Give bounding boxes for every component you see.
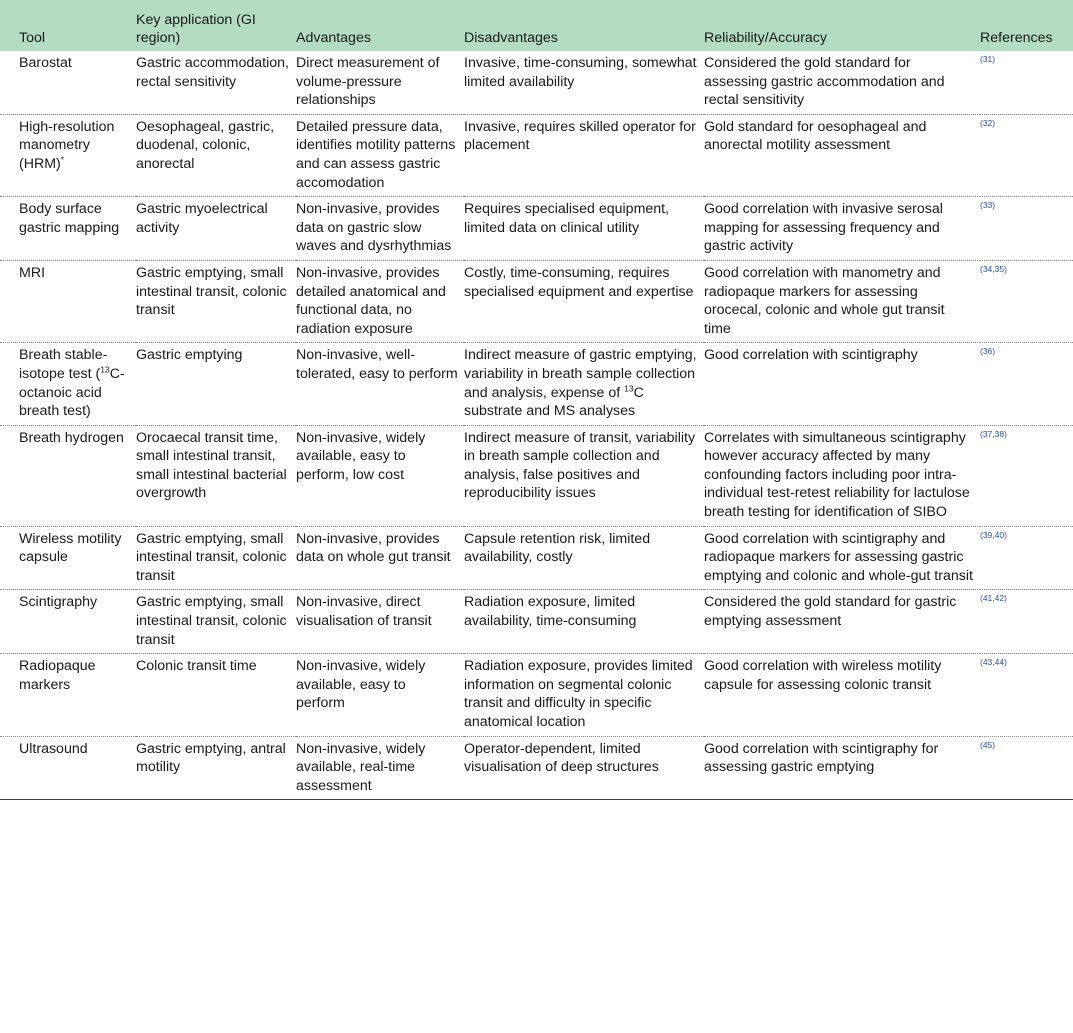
table-body: [0, 51, 1073, 800]
references-cell: [980, 197, 1073, 261]
tool-cell: Radiopaque markers: [0, 654, 136, 736]
references-cell: [980, 736, 1073, 800]
application-cell: Gastric emptying, small intestinal transit, colonic transit: [136, 590, 296, 654]
reference-link[interactable]: (45): [980, 739, 996, 750]
tool-cell: Scintigraphy: [0, 590, 136, 654]
reference-link[interactable]: (39,40): [980, 529, 1007, 540]
references-cell: [980, 590, 1073, 654]
references-cell: [980, 114, 1073, 196]
reliability-cell: Considered the gold standard for gastric emptying assessment: [704, 590, 980, 654]
application-cell: Gastric emptying, antral motility: [136, 736, 296, 800]
references-cell: [980, 526, 1073, 590]
table-row: [0, 425, 1073, 526]
advantages-cell: Direct measurement of volume-pressure relationships: [296, 51, 464, 114]
reference-link[interactable]: (37,38): [980, 428, 1007, 439]
reliability-cell: Good correlation with scintigraphy: [704, 343, 980, 425]
application-cell: Gastric emptying: [136, 343, 296, 425]
reliability-cell: Gold standard for oesophageal and anorectal motility assessment: [704, 114, 980, 196]
table-header: [0, 0, 1073, 51]
tool-cell: Body surface gastric mapping: [0, 197, 136, 261]
advantages-cell: Non-invasive, direct visualisation of transit: [296, 590, 464, 654]
isotope-superscript: 13: [100, 364, 110, 375]
tool-cell: Ultrasound: [0, 736, 136, 800]
tool-cell: [0, 343, 136, 425]
application-cell: Gastric myoelectrical activity: [136, 197, 296, 261]
application-cell: Orocaecal transit time, small intestinal transit, small intestinal bacterial overgrowth: [136, 425, 296, 526]
tool-name-part: C-octanoic acid breath test): [19, 365, 125, 420]
application-cell: Gastric accommodation, rectal sensitivity: [136, 51, 296, 114]
references-cell: [980, 654, 1073, 736]
header-references: References: [980, 30, 1053, 47]
disadvantages-cell: Indirect measure of transit, variability in breath sample collection and analysis, false positives and reproducibility issues: [464, 425, 704, 526]
reliability-cell: Good correlation with manometry and radiopaque markers for assessing orocecal, colonic and whole gut transit time: [704, 260, 980, 342]
application-cell: Gastric emptying, small intestinal transit, colonic transit: [136, 526, 296, 590]
table-row: [0, 590, 1073, 654]
header-row: [0, 0, 1073, 51]
disadvantages-cell: Invasive, requires skilled operator for placement: [464, 114, 704, 196]
disadvantages-cell: Invasive, time-consuming, somewhat limited availability: [464, 51, 704, 114]
reference-link[interactable]: (36): [980, 346, 996, 357]
advantages-cell: Detailed pressure data, identifies motility patterns and can assess gastric accomodation: [296, 114, 464, 196]
references-cell: [980, 343, 1073, 425]
application-cell: Gastric emptying, small intestinal transit, colonic transit: [136, 260, 296, 342]
disadvantages-cell: [464, 343, 704, 425]
header-reliability: Reliability/Accuracy: [704, 30, 827, 47]
tool-cell: MRI: [0, 260, 136, 342]
references-cell: [980, 260, 1073, 342]
reference-link[interactable]: (31): [980, 54, 996, 64]
advantages-cell: Non-invasive, provides data on gastric slow waves and dysrhythmias: [296, 197, 464, 261]
reliability-cell: Good correlation with wireless motility capsule for assessing colonic transit: [704, 654, 980, 736]
disadvantages-cell: Radiation exposure, limited availability, time-consuming: [464, 590, 704, 654]
table-row: [0, 260, 1073, 342]
tool-name: High-resolution manometry (HRM): [19, 118, 115, 172]
disadvantages-cell: Capsule retention risk, limited availability, costly: [464, 526, 704, 590]
advantages-cell: Non-invasive, provides detailed anatomical and functional data, no radiation exposure: [296, 260, 464, 342]
table-row: [0, 197, 1073, 261]
reliability-cell: Good correlation with scintigraphy and radiopaque markers for assessing gastric emptying and colonic and whole-gut transit: [704, 526, 980, 590]
table-row: [0, 343, 1073, 425]
advantages-cell: Non-invasive, provides data on whole gut transit: [296, 526, 464, 590]
reliability-cell: Good correlation with invasive serosal mapping for assessing frequency and gastric activity: [704, 197, 980, 261]
advantages-cell: Non-invasive, widely available, real-time assessment: [296, 736, 464, 800]
table-row: [0, 114, 1073, 196]
table-row: [0, 654, 1073, 736]
disadvantages-part: Indirect measure of gastric emptying, variability in breath sample collection and analysis, expense of: [464, 347, 697, 401]
disadvantages-cell: Radiation exposure, provides limited information on segmental colonic transit and difficulty in specific anatomical location: [464, 654, 704, 736]
tool-cell: Barostat: [0, 51, 136, 114]
table-row: [0, 736, 1073, 800]
advantages-cell: Non-invasive, widely available, easy to perform: [296, 654, 464, 736]
reference-link[interactable]: (41,42): [980, 593, 1007, 604]
table-row: [0, 51, 1073, 114]
disadvantages-cell: Requires specialised equipment, limited data on clinical utility: [464, 197, 704, 261]
reference-link[interactable]: (32): [980, 117, 996, 128]
advantages-cell: Non-invasive, widely available, easy to perform, low cost: [296, 425, 464, 526]
disadvantages-cell: Costly, time-consuming, requires specialised equipment and expertise: [464, 260, 704, 342]
reference-link[interactable]: (34,35): [980, 263, 1007, 274]
tool-name-part: Breath stable-isotope test (: [19, 347, 108, 382]
isotope-superscript: 13: [624, 382, 634, 393]
header-application: Key application (GI region): [136, 11, 256, 47]
references-cell: [980, 425, 1073, 526]
tool-cell: [0, 114, 136, 196]
tool-cell: Wireless motility capsule: [0, 526, 136, 590]
reference-link[interactable]: (33): [980, 200, 996, 211]
header-advantages: Advantages: [296, 30, 371, 47]
footnote-marker: *: [60, 154, 65, 165]
reliability-cell: Considered the gold standard for assessing gastric accommodation and rectal sensitivity: [704, 51, 980, 114]
tool-cell: Breath hydrogen: [0, 425, 136, 526]
table-row: [0, 526, 1073, 590]
application-cell: Colonic transit time: [136, 654, 296, 736]
header-tool: Tool: [19, 30, 46, 47]
reliability-cell: Good correlation with scintigraphy for assessing gastric emptying: [704, 736, 980, 800]
references-cell: [980, 51, 1073, 114]
header-disadvantages: Disadvantages: [464, 30, 558, 47]
advantages-cell: Non-invasive, well-tolerated, easy to perform: [296, 343, 464, 425]
disadvantages-cell: Operator-dependent, limited visualisation of deep structures: [464, 736, 704, 800]
disadvantages-part: C substrate and MS analyses: [464, 384, 644, 420]
reference-link[interactable]: (43,44): [980, 657, 1007, 668]
application-cell: Oesophageal, gastric, duodenal, colonic, anorectal: [136, 114, 296, 196]
reliability-cell: Correlates with simultaneous scintigraphy however accuracy affected by many confounding factors including poor intra-individual test-retest reliability for lactulose breath testing for identification of SIBO: [704, 425, 980, 526]
